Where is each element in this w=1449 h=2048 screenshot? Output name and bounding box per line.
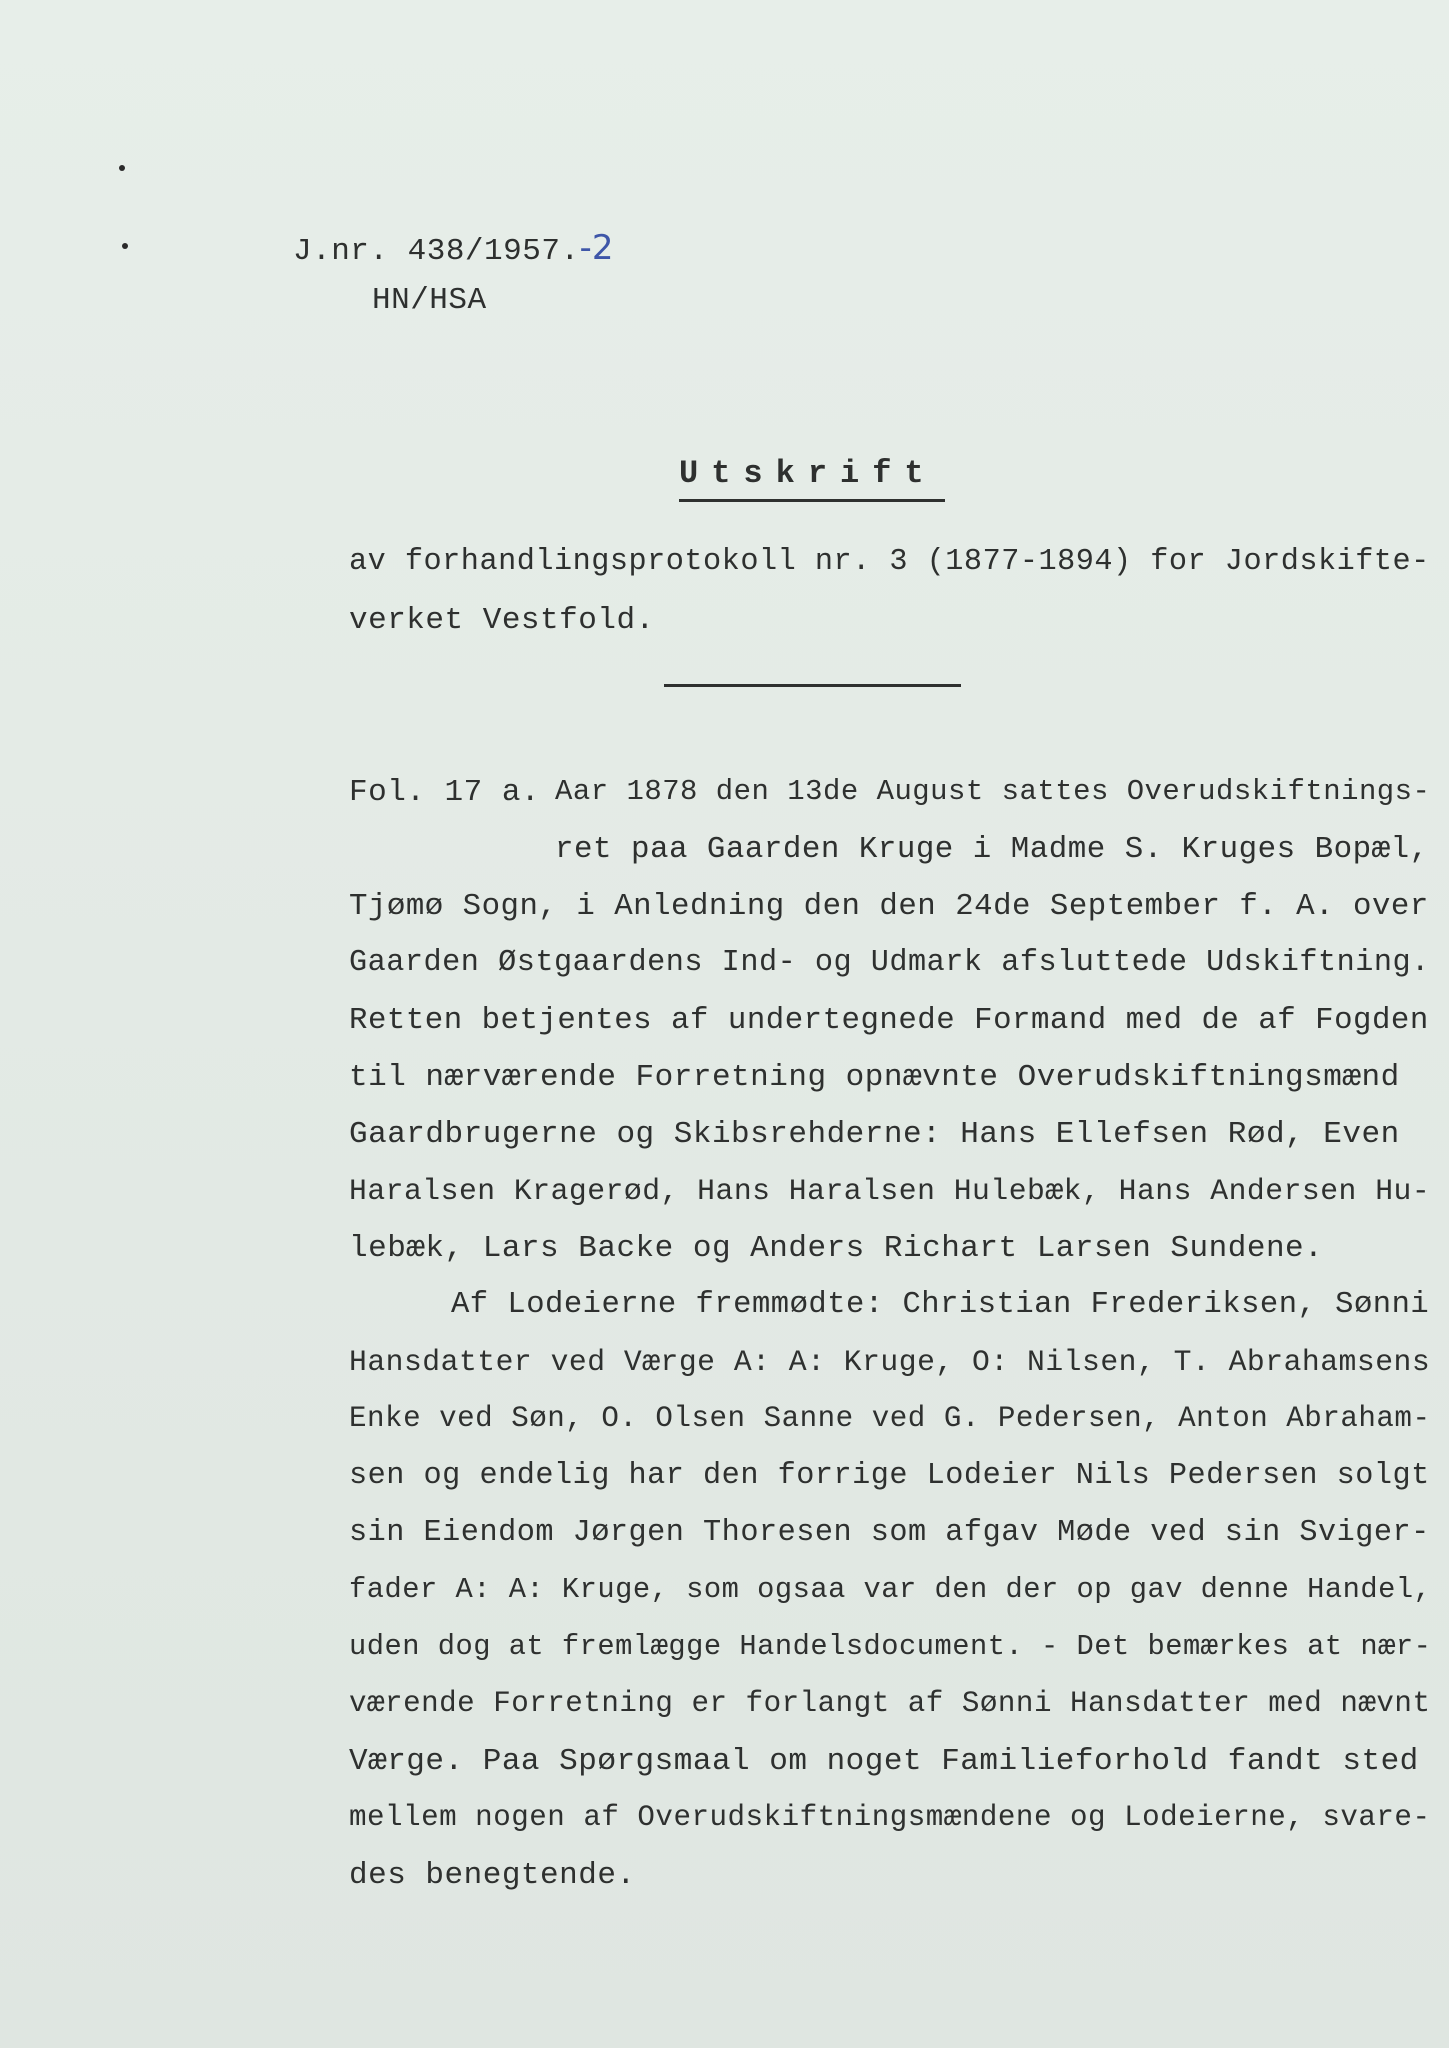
body-line: sin Eiendom Jørgen Thoresen som afgav Møde ved sin Sviger- xyxy=(349,1516,1430,1550)
body-line: Tjømø Sogn, i Anledning den den 24de September f. A. over xyxy=(349,889,1429,924)
margin-mark-top xyxy=(119,165,125,171)
initials: HN/HSA xyxy=(372,283,487,318)
body-line: Aar 1878 den 13de August sattes Overudskiftnings- xyxy=(555,775,1431,808)
body-line: Enke ved Søn, O. Olsen Sanne ved G. Pedersen, Anton Abraham- xyxy=(349,1402,1431,1435)
subtitle-line-2: verket Vestfold. xyxy=(349,603,655,638)
handwritten-suffix: -2 xyxy=(579,228,614,268)
body-line: fader A: A: Kruge, som ogsaa var den der op gav denne Handel, xyxy=(349,1573,1432,1606)
subtitle-line-1: av forhandlingsprotokoll nr. 3 (1877-1894) for Jordskifte- xyxy=(349,545,1430,579)
body-line: Gaardbrugerne og Skibsrehderne: Hans Ellefsen Rød, Even xyxy=(349,1117,1400,1152)
body-line: lebæk, Lars Backe og Anders Richart Larsen Sundene. xyxy=(349,1231,1324,1266)
body-line: Hansdatter ved Værge A: A: Kruge, O: Nilsen, T. Abrahamsens xyxy=(349,1345,1431,1379)
folio-label: Fol. 17 a. xyxy=(349,775,541,810)
body-line: uden dog at fremlægge Handelsdocument. - Det bemærkes at nær- xyxy=(349,1630,1432,1663)
body-line: Retten betjentes af undertegnede Formand med de af Fogden xyxy=(349,1003,1429,1038)
journal-number-line xyxy=(293,228,613,269)
body-line: værende Forretning er forlangt af Sønni Hansdatter med nævnt xyxy=(349,1687,1431,1720)
separator-rule xyxy=(664,684,961,687)
body-line: sen og endelig har den forrige Lodeier Nils Pedersen solgt xyxy=(349,1459,1430,1493)
document-title: Utskrift xyxy=(679,455,937,492)
body-line: Af Lodeierne fremmødte: Christian Frederiksen, Sønni xyxy=(451,1288,1430,1322)
title-underline xyxy=(679,499,945,502)
body-line: des benegtende. xyxy=(349,1858,636,1893)
margin-mark-bottom xyxy=(122,243,128,249)
body-line: Haralsen Kragerød, Hans Haralsen Hulebæk, Hans Andersen Hu- xyxy=(349,1174,1431,1208)
body-line: til nærværende Forretning opnævnte Overudskiftningsmænd xyxy=(349,1060,1400,1095)
body-line: Værge. Paa Spørgsmaal om noget Familieforhold fandt sted xyxy=(349,1744,1419,1779)
journal-number: J.nr. 438/1957. xyxy=(293,234,580,269)
body-line: ret paa Gaarden Kruge i Madme S. Kruges Bopæl, xyxy=(555,832,1429,867)
body-line: mellem nogen af Overudskiftningsmændene og Lodeierne, svare- xyxy=(349,1801,1431,1834)
body-line: Gaarden Østgaardens Ind- og Udmark afsluttede Udskiftning. xyxy=(349,946,1430,980)
